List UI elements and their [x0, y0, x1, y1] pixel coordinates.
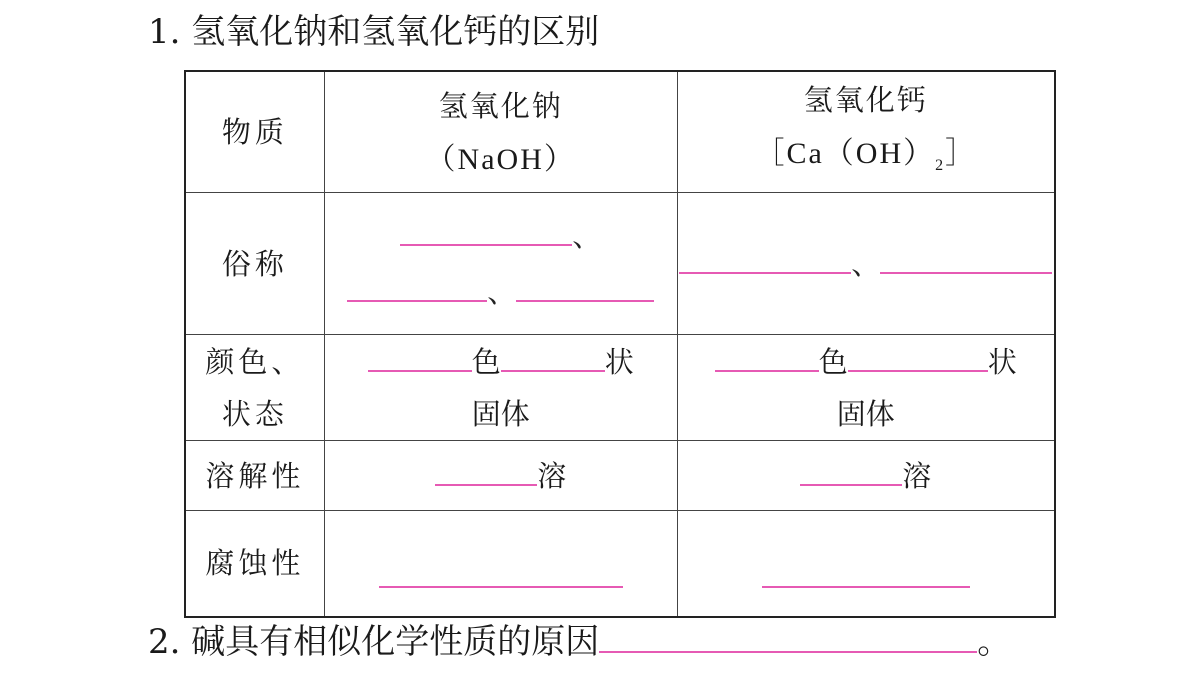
question-2-blank[interactable]: [599, 650, 977, 653]
naoh-solubility-cell: [324, 441, 677, 511]
naoh-corrosiveness-cell: [324, 511, 677, 617]
caoh-common-name-blank-1[interactable]: [679, 271, 851, 274]
color-state-label-1: 颜色、: [205, 344, 305, 379]
color-state-label-2: 状态: [221, 396, 288, 431]
naoh-solubility-blank[interactable]: [435, 483, 537, 486]
naoh-common-name-blank-3[interactable]: [516, 299, 654, 302]
naoh-formula: （NaOH）: [425, 143, 576, 176]
caoh-color-blank[interactable]: [715, 369, 819, 372]
naoh-header-cell: [324, 71, 677, 193]
header-label-cell: [185, 71, 324, 193]
caoh-solubility-cell: [677, 441, 1055, 511]
question-2-text: 2. 碱具有相似化学性质的原因: [148, 622, 600, 662]
caoh-solid-word: 固体: [836, 396, 895, 431]
solubility-suffix: 溶: [902, 458, 932, 493]
row-common-name: [185, 193, 1055, 335]
caoh-name: 氢氧化钙: [803, 83, 928, 117]
question-2: [148, 620, 1011, 664]
caoh-formula: $[Ca(OH)_2]$: [754, 137, 978, 174]
comparison-table: [184, 70, 1056, 618]
separator: 、: [487, 274, 517, 309]
naoh-state-blank[interactable]: [501, 369, 605, 372]
solubility-label: 溶解性: [205, 458, 305, 493]
caoh-corrosiveness-cell: [677, 511, 1055, 617]
naoh-corrosiveness-blank[interactable]: [379, 585, 623, 588]
row-solubility: [185, 441, 1055, 511]
row-color-state: [185, 335, 1055, 441]
caoh-corrosiveness-blank[interactable]: [762, 585, 970, 588]
caoh-common-name-blank-2[interactable]: [880, 271, 1052, 274]
row-corrosiveness: [185, 511, 1055, 617]
naoh-common-name-cell: [324, 193, 677, 335]
corrosiveness-label: 腐蚀性: [205, 546, 305, 581]
separator: 、: [851, 246, 881, 281]
caoh-color-state-cell: [677, 335, 1055, 441]
table-header-row: [185, 71, 1055, 193]
shape-word: 状: [604, 344, 634, 379]
header-label: 物质: [221, 115, 288, 149]
naoh-common-name-blank-2[interactable]: [347, 299, 487, 302]
caoh-solubility-blank[interactable]: [800, 483, 902, 486]
shape-word: 状: [987, 344, 1017, 379]
question-1-title: 1. 氢氧化钠和氢氧化钙的区别: [148, 12, 600, 52]
naoh-solid-word: 固体: [471, 396, 530, 431]
separator: 、: [572, 218, 602, 253]
color-word: 色: [471, 344, 501, 379]
caoh-header-cell: [677, 71, 1055, 193]
naoh-common-name-blank-1[interactable]: [400, 243, 572, 246]
question-2-end: 。: [977, 622, 1012, 662]
caoh-state-blank[interactable]: [848, 369, 988, 372]
naoh-color-blank[interactable]: [368, 369, 472, 372]
common-name-label: 俗称: [221, 246, 288, 281]
naoh-color-state-cell: [324, 335, 677, 441]
color-word: 色: [818, 344, 848, 379]
caoh-common-name-cell: [677, 193, 1055, 335]
naoh-name: 氢氧化钠: [438, 89, 563, 123]
solubility-suffix: 溶: [537, 458, 567, 493]
